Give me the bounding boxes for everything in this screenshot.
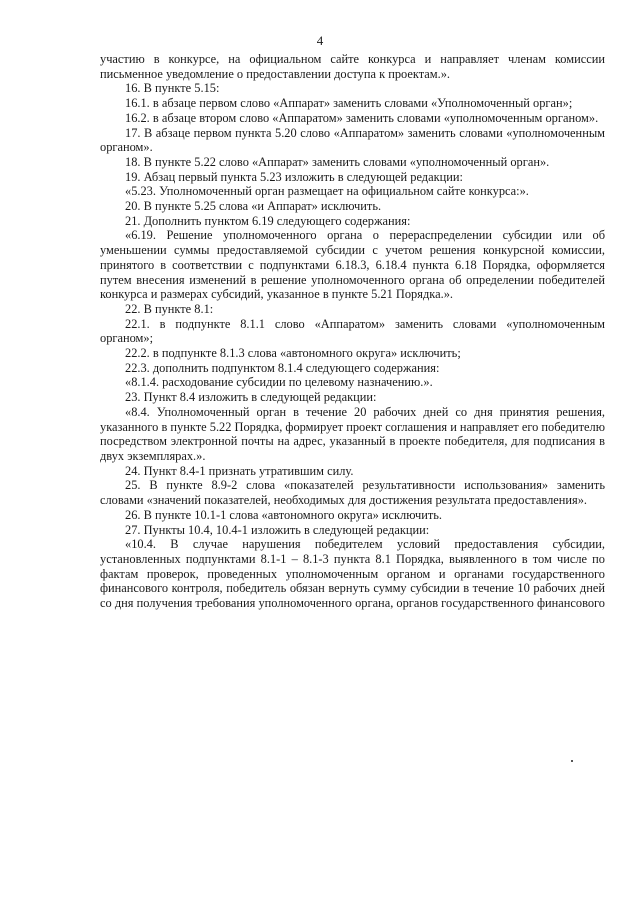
paragraph: участию в конкурсе, на официальном сайте конкурса и направляет членам комиссии письменное уведомление о предоставлении доступа к проектам.».: [100, 52, 605, 81]
scan-speck: [571, 760, 573, 762]
paragraph: 24. Пункт 8.4-1 признать утратившим силу.: [125, 463, 354, 478]
paragraph: 21. Дополнить пунктом 6.19 следующего содержания:: [125, 213, 411, 228]
paragraph: 22. В пункте 8.1:: [125, 301, 214, 316]
paragraph: «8.4. Уполномоченный орган в течение 20 рабочих дней со дня принятия решения, указанного в пункте 5.22 Порядка, формирует проект соглашения и направляет его победителю посредством электронной почты на адрес, указанный в проекте победителя, для подписания в двух экземплярах.».: [100, 404, 605, 463]
paragraph: 16.1. в абзаце первом слово «Аппарат» заменить словами «Уполномоченный орган»;: [125, 96, 573, 111]
paragraph: «6.19. Решение уполномоченного органа о перераспределении субсидии или об уменьшении суммы предоставляемой субсидии с учетом решения конкурсной комиссии, принятого в соответствии с подпунктами 6.18.3, 6.18.4 пункта 6.18 Порядка, оформляется путем внесения изменений в решение уполномоченного органа об определении победителей конкурса и размерах субсидий, указанное в пункте 5.21 Порядка.».: [100, 228, 605, 302]
paragraph: 18. В пункте 5.22 слово «Аппарат» заменить словами «уполномоченный орган».: [125, 154, 550, 169]
paragraph: 22.1. в подпункте 8.1.1 слово «Аппаратом» заменить словами «уполномоченным органом»;: [100, 316, 605, 346]
document-body: [100, 52, 605, 611]
paragraph: «5.23. Уполномоченный орган размещает на официальном сайте конкурса:».: [125, 184, 529, 199]
paragraph: 16. В пункте 5.15:: [125, 81, 220, 96]
paragraph: 26. В пункте 10.1-1 слова «автономного округа» исключить.: [125, 507, 443, 522]
paragraph: «8.1.4. расходование субсидии по целевому назначению.».: [125, 375, 433, 390]
paragraph: «10.4. В случае нарушения победителем условий предоставления субсидии, установленных подпунктами 8.1-1 – 8.1-3 пункта 8.1 Порядка, выявленного в том числе по фактам проверок, проведенных уполномоченным органом и органами государственного финансового контроля, победитель обязан вернуть сумму субсидии в течение 10 рабочих дней со дня получения требования уполномоченного органа, органов государственного финансового: [100, 537, 605, 611]
paragraph: 19. Абзац первый пункта 5.23 изложить в следующей редакции:: [125, 169, 463, 184]
paragraph: 20. В пункте 5.25 слова «и Аппарат» исключить.: [125, 199, 382, 214]
paragraph: 22.2. в подпункте 8.1.3 слова «автономного округа» исключить;: [125, 346, 461, 361]
paragraph: 25. В пункте 8.9-2 слова «показателей результативности использования» заменить словами «значений показателей, необходимых для достижения результата предоставления».: [100, 478, 605, 508]
paragraph: 22.3. дополнить подпунктом 8.1.4 следующего содержания:: [125, 360, 440, 375]
paragraph: 17. В абзаце первом пункта 5.20 слово «Аппаратом» заменить словами «уполномоченным органом».: [100, 125, 605, 155]
paragraph: 16.2. в абзаце втором слово «Аппаратом» заменить словами «уполномоченным органом».: [125, 110, 599, 125]
paragraph: 23. Пункт 8.4 изложить в следующей редакции:: [125, 390, 377, 405]
paragraph: 27. Пункты 10.4, 10.4-1 изложить в следующей редакции:: [125, 522, 430, 537]
page-number: 4: [316, 33, 324, 48]
